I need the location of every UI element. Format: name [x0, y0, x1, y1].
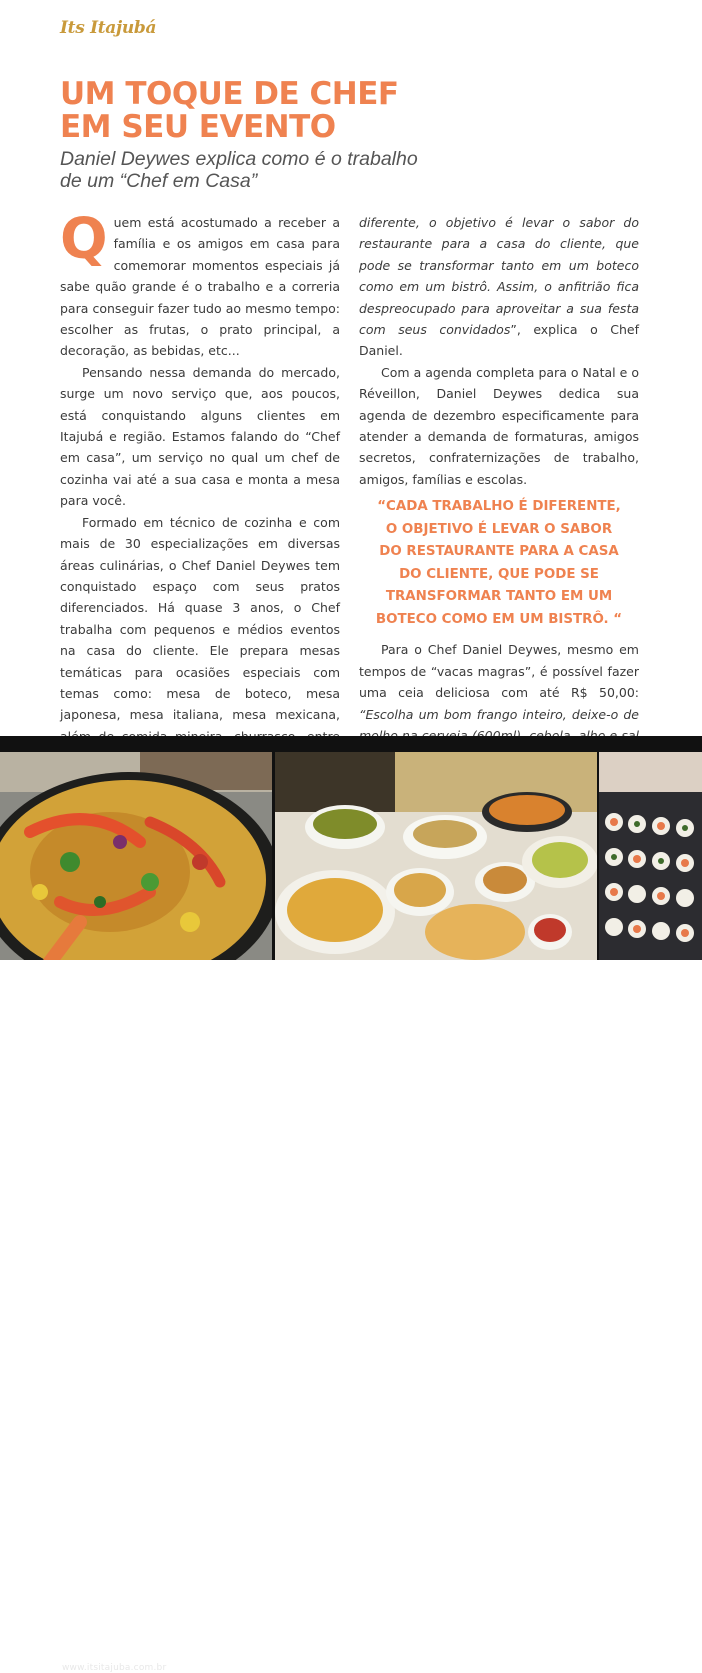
pull-quote-line: O OBJETIVO É LEVAR O SABOR	[385, 521, 613, 537]
paragraph	[60, 512, 340, 769]
quote-text: diferente, o objetivo é levar o sabor do restaurante para a casa do cliente, que pode se transformar tanto em um boteco como em um bistrô. Assim, o anfitrião fica despreocupado para aproveitar a sua festa com seus convidados	[359, 215, 639, 338]
title-line: EM SEU EVENTO	[60, 109, 336, 145]
title-line: UM TOQUE DE CHEF	[60, 76, 399, 112]
pull-quote-line: BOTECO COMO EM UM BISTRÔ. “	[375, 611, 623, 627]
website-url: www.itsitajuba.com.br	[62, 1663, 167, 1673]
article-column-right	[359, 212, 639, 789]
paragraph	[359, 212, 639, 362]
pull-quote-line: DO RESTAURANTE PARA A CASA	[379, 544, 619, 560]
mexican-table-photo	[275, 752, 597, 960]
photo-strip	[0, 736, 702, 1673]
paragraph-text: uem está acostumado a receber a família e os amigos em casa para comemorar momentos especiais já sabe quão grande é o trabalho e a correria para conseguir fazer tudo ao mesmo tempo: escolher as frutas, o prato principal, a decoração, as bebidas, etc...	[60, 215, 340, 359]
paella-photo	[0, 752, 272, 960]
pull-quote-line: TRANSFORMAR TANTO EM UM	[385, 589, 613, 605]
drop-cap: Q	[60, 207, 108, 272]
subtitle-line: de um “Chef em Casa”	[60, 170, 258, 192]
pull-quote-line: “CADA TRABALHO É DIFERENTE,	[377, 499, 621, 515]
paragraph-text: Formado em técnico de cozinha e com mais de 30 especializações em diversas áreas culinárias, o Chef Daniel Deywes tem conquistado espaço com seus pratos diferenciados. Há quase 3 anos, o Chef trabalha com pequenos e médios eventos na casa do cliente. Ele prepara mesas temáticas para ocasiões especiais com temas como: mesa de boteco, mesa japonesa, mesa italiana, mesa mexicana,	[60, 514, 340, 723]
paragraph-text: ”, explica o Chef Daniel.	[359, 322, 639, 359]
article-subtitle	[60, 148, 418, 192]
article-title	[60, 78, 399, 144]
paragraph: Com a agenda completa para o Natal e o Réveillon, Daniel Deywes dedica sua agenda de dezembro especificamente para atender a demanda de formaturas, amigos secretos, confraternizações de trabalho, amigos, famílias e escolas.	[359, 364, 639, 487]
paragraph-text: Para o Chef Daniel Deywes, mesmo em tempos de “vacas magras”, é possível fazer uma ceia deliciosa com até R$ 50,00:	[359, 642, 639, 701]
subtitle-line: Daniel Deywes explica como é o trabalho	[60, 148, 418, 170]
quote-text: “Escolha um bom frango inteiro, deixe-o de	[359, 706, 639, 722]
sushi-photo	[599, 752, 702, 960]
pull-quote-line: DO CLIENTE, QUE PODE SE	[399, 566, 599, 582]
paragraph: Pensando nessa demanda do mercado, surge um novo serviço que, aos poucos, está conquistando alguns clientes em Itajubá e região. Estamos falando do “Chef em casa”, um serviço no qual um chef de cozinha vai até a sua casa e monta a mesa para você.	[60, 364, 340, 509]
article-column-left	[60, 207, 340, 769]
brand-logo: Its Itajubá	[60, 18, 157, 38]
paragraph	[60, 207, 340, 362]
pull-quote	[359, 496, 639, 631]
